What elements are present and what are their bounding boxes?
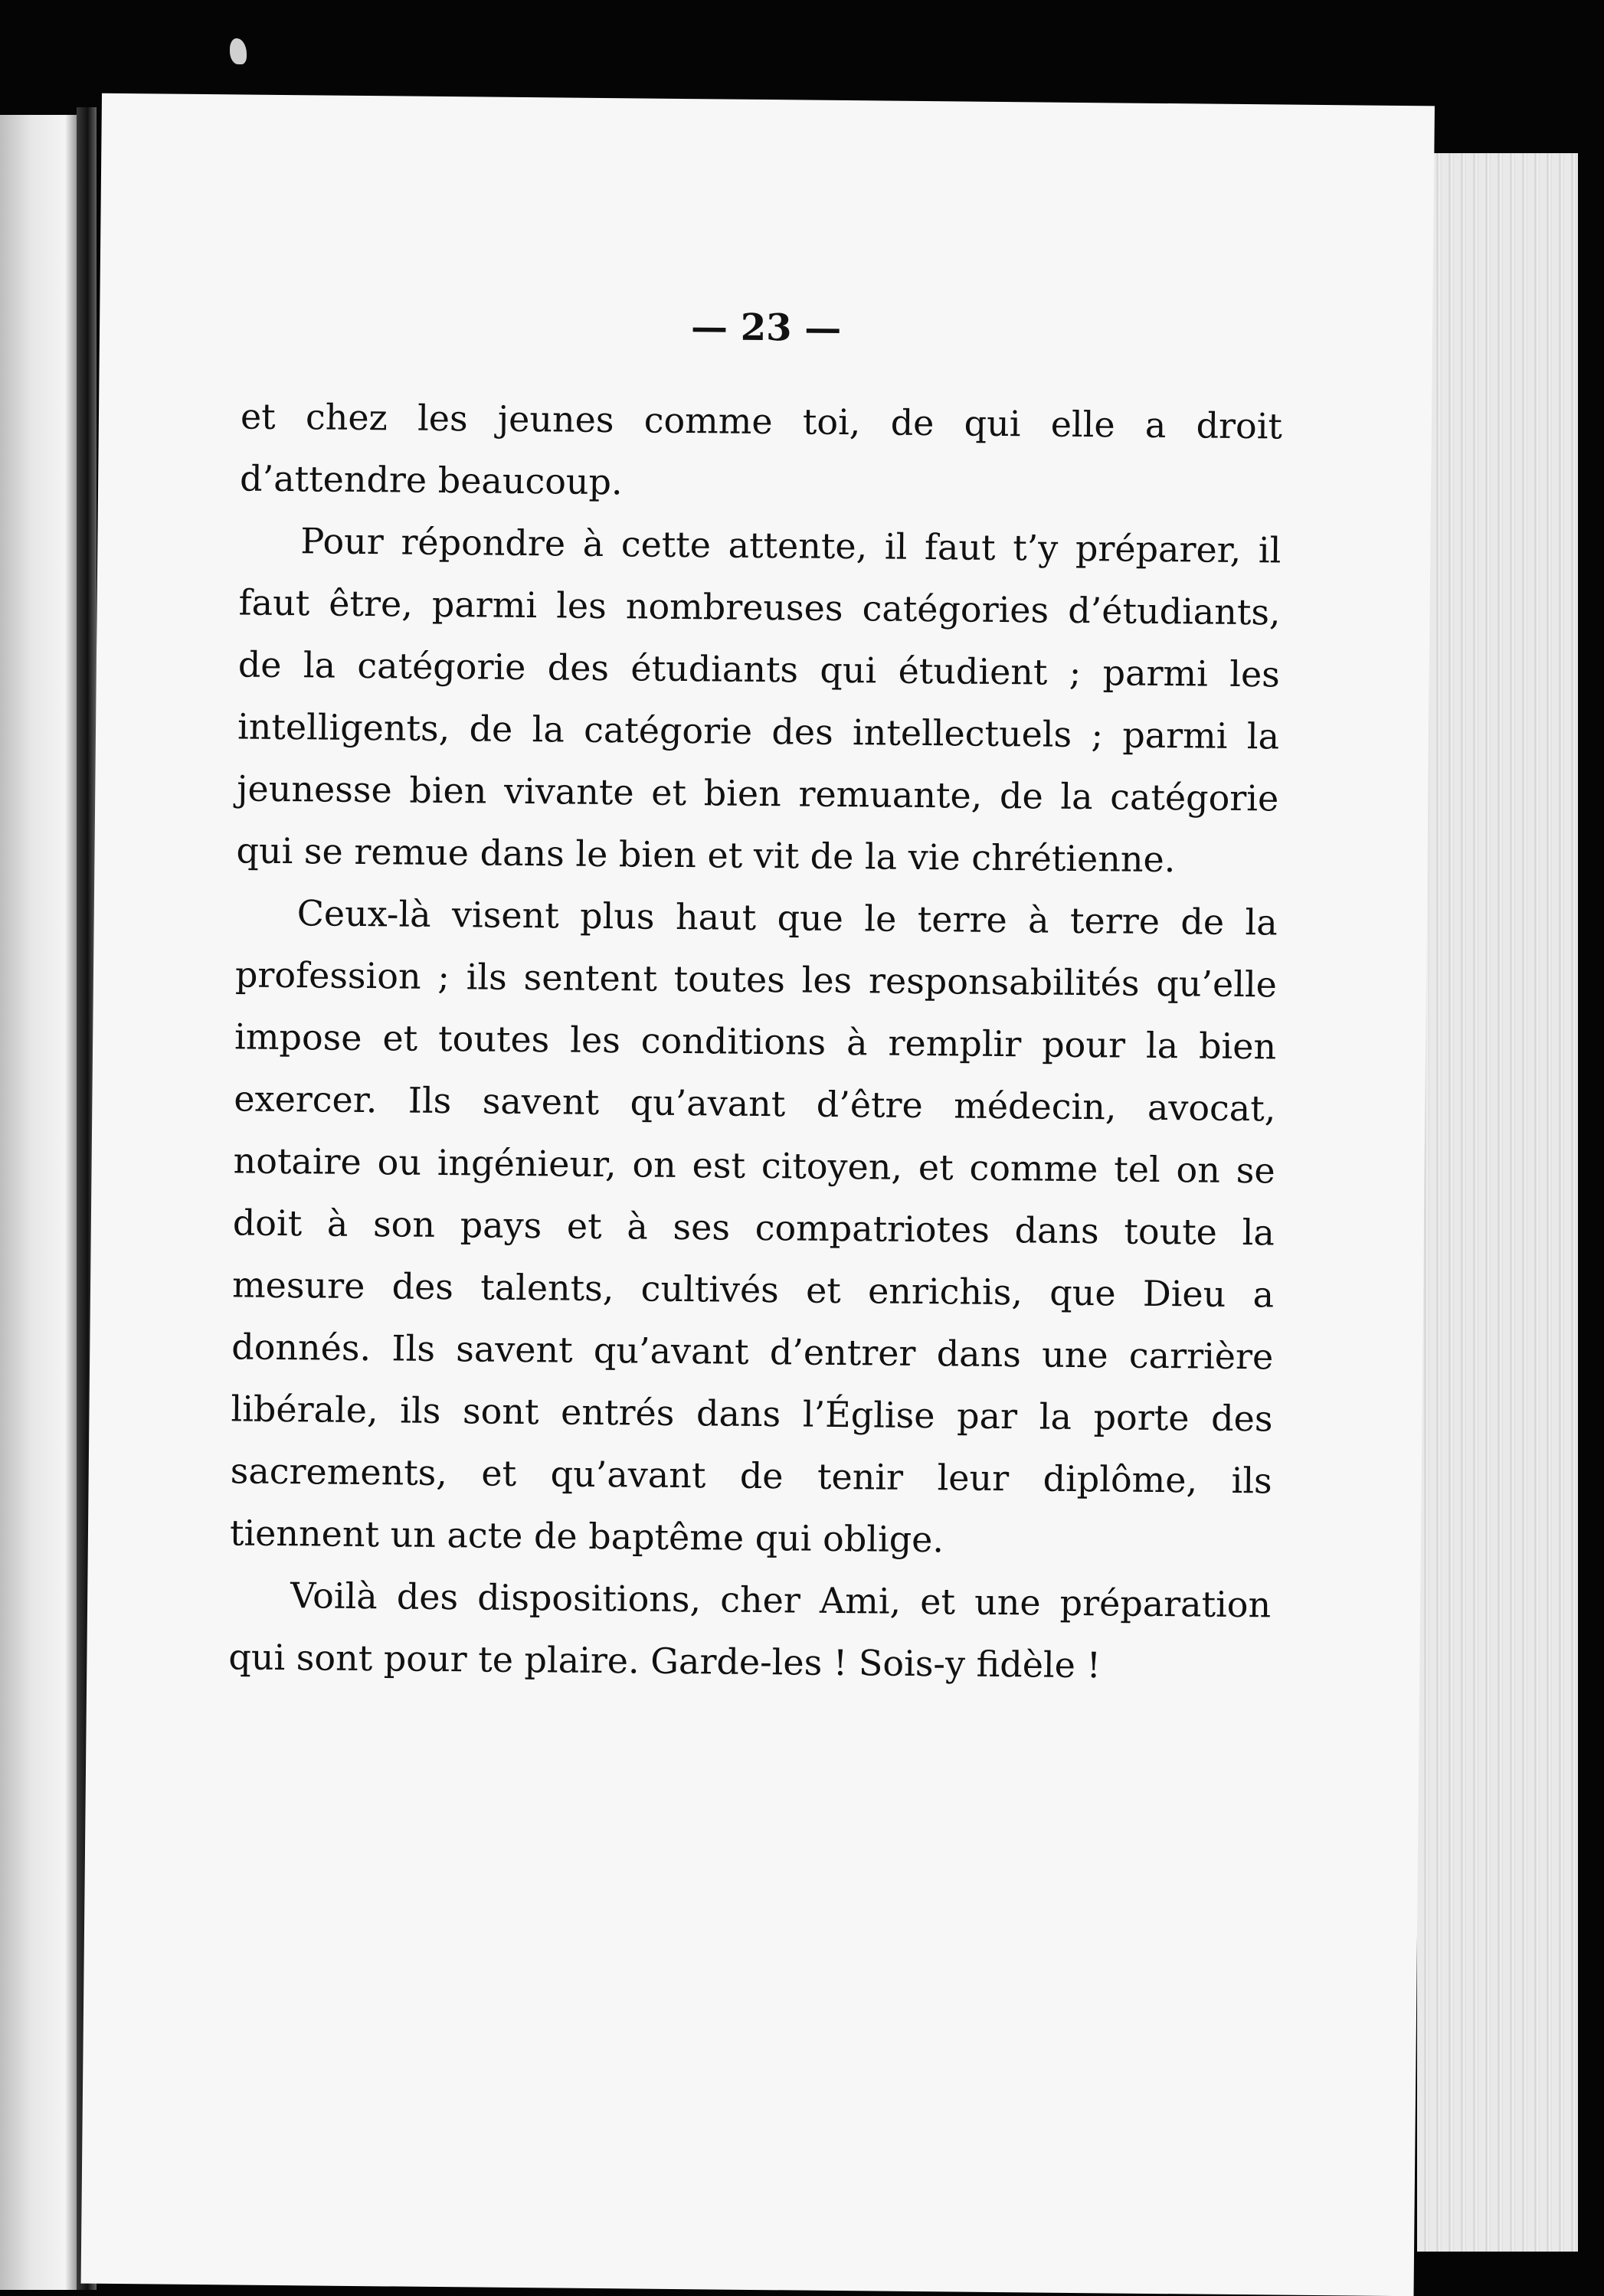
- paragraph: Pour répondre à cette attente, il faut t’y préparer, il faut être, parmi les nombreuses catégories d’étudiants, de la catégorie des étudiants qui étudient ; parmi les intelligents, de la catégorie des intellectuels ; parmi la jeunesse bien vivante et bien remuante, de la catégorie qui se remue dans le bien et vit de la vie chrétienne.: [236, 520, 1282, 881]
- book-page: [81, 93, 1435, 2296]
- paragraph: Voilà des dispositions, cher Ami, et une préparation qui sont pour te plaire. Garde-les ! Sois-y fidèle !: [228, 1575, 1272, 1686]
- paragraph: et chez les jeunes comme toi, de qui elle a droit d’attendre beaucoup.: [239, 395, 1283, 503]
- paragraph: Ceux-là visent plus haut que le terre à terre de la profession ; ils sentent toutes les responsabilités qu’elle impose et toutes les conditions à remplir pour la bien exercer. Ils savent qu’avant d’être médecin, avocat, notaire ou ingénieur, on est citoyen, et comme tel on se doit à son pays et à ses compatriotes dans toute la mesure des talents, cultivés et enrichis, que Dieu a donnés. Ils savent qu’avant d’entrer dans une carrière libérale, ils sont entrés dans l’Église par la porte des sacrements, et qu’avant de tenir leur diplôme, ils tiennent un acte de baptême qui oblige.: [229, 892, 1278, 1561]
- scan-artifact: [230, 38, 247, 64]
- page-number: — 23 —: [690, 306, 842, 350]
- page-stack-edges: [1417, 153, 1578, 2252]
- left-page-edge: [0, 115, 84, 2290]
- body-text: [228, 385, 1282, 1698]
